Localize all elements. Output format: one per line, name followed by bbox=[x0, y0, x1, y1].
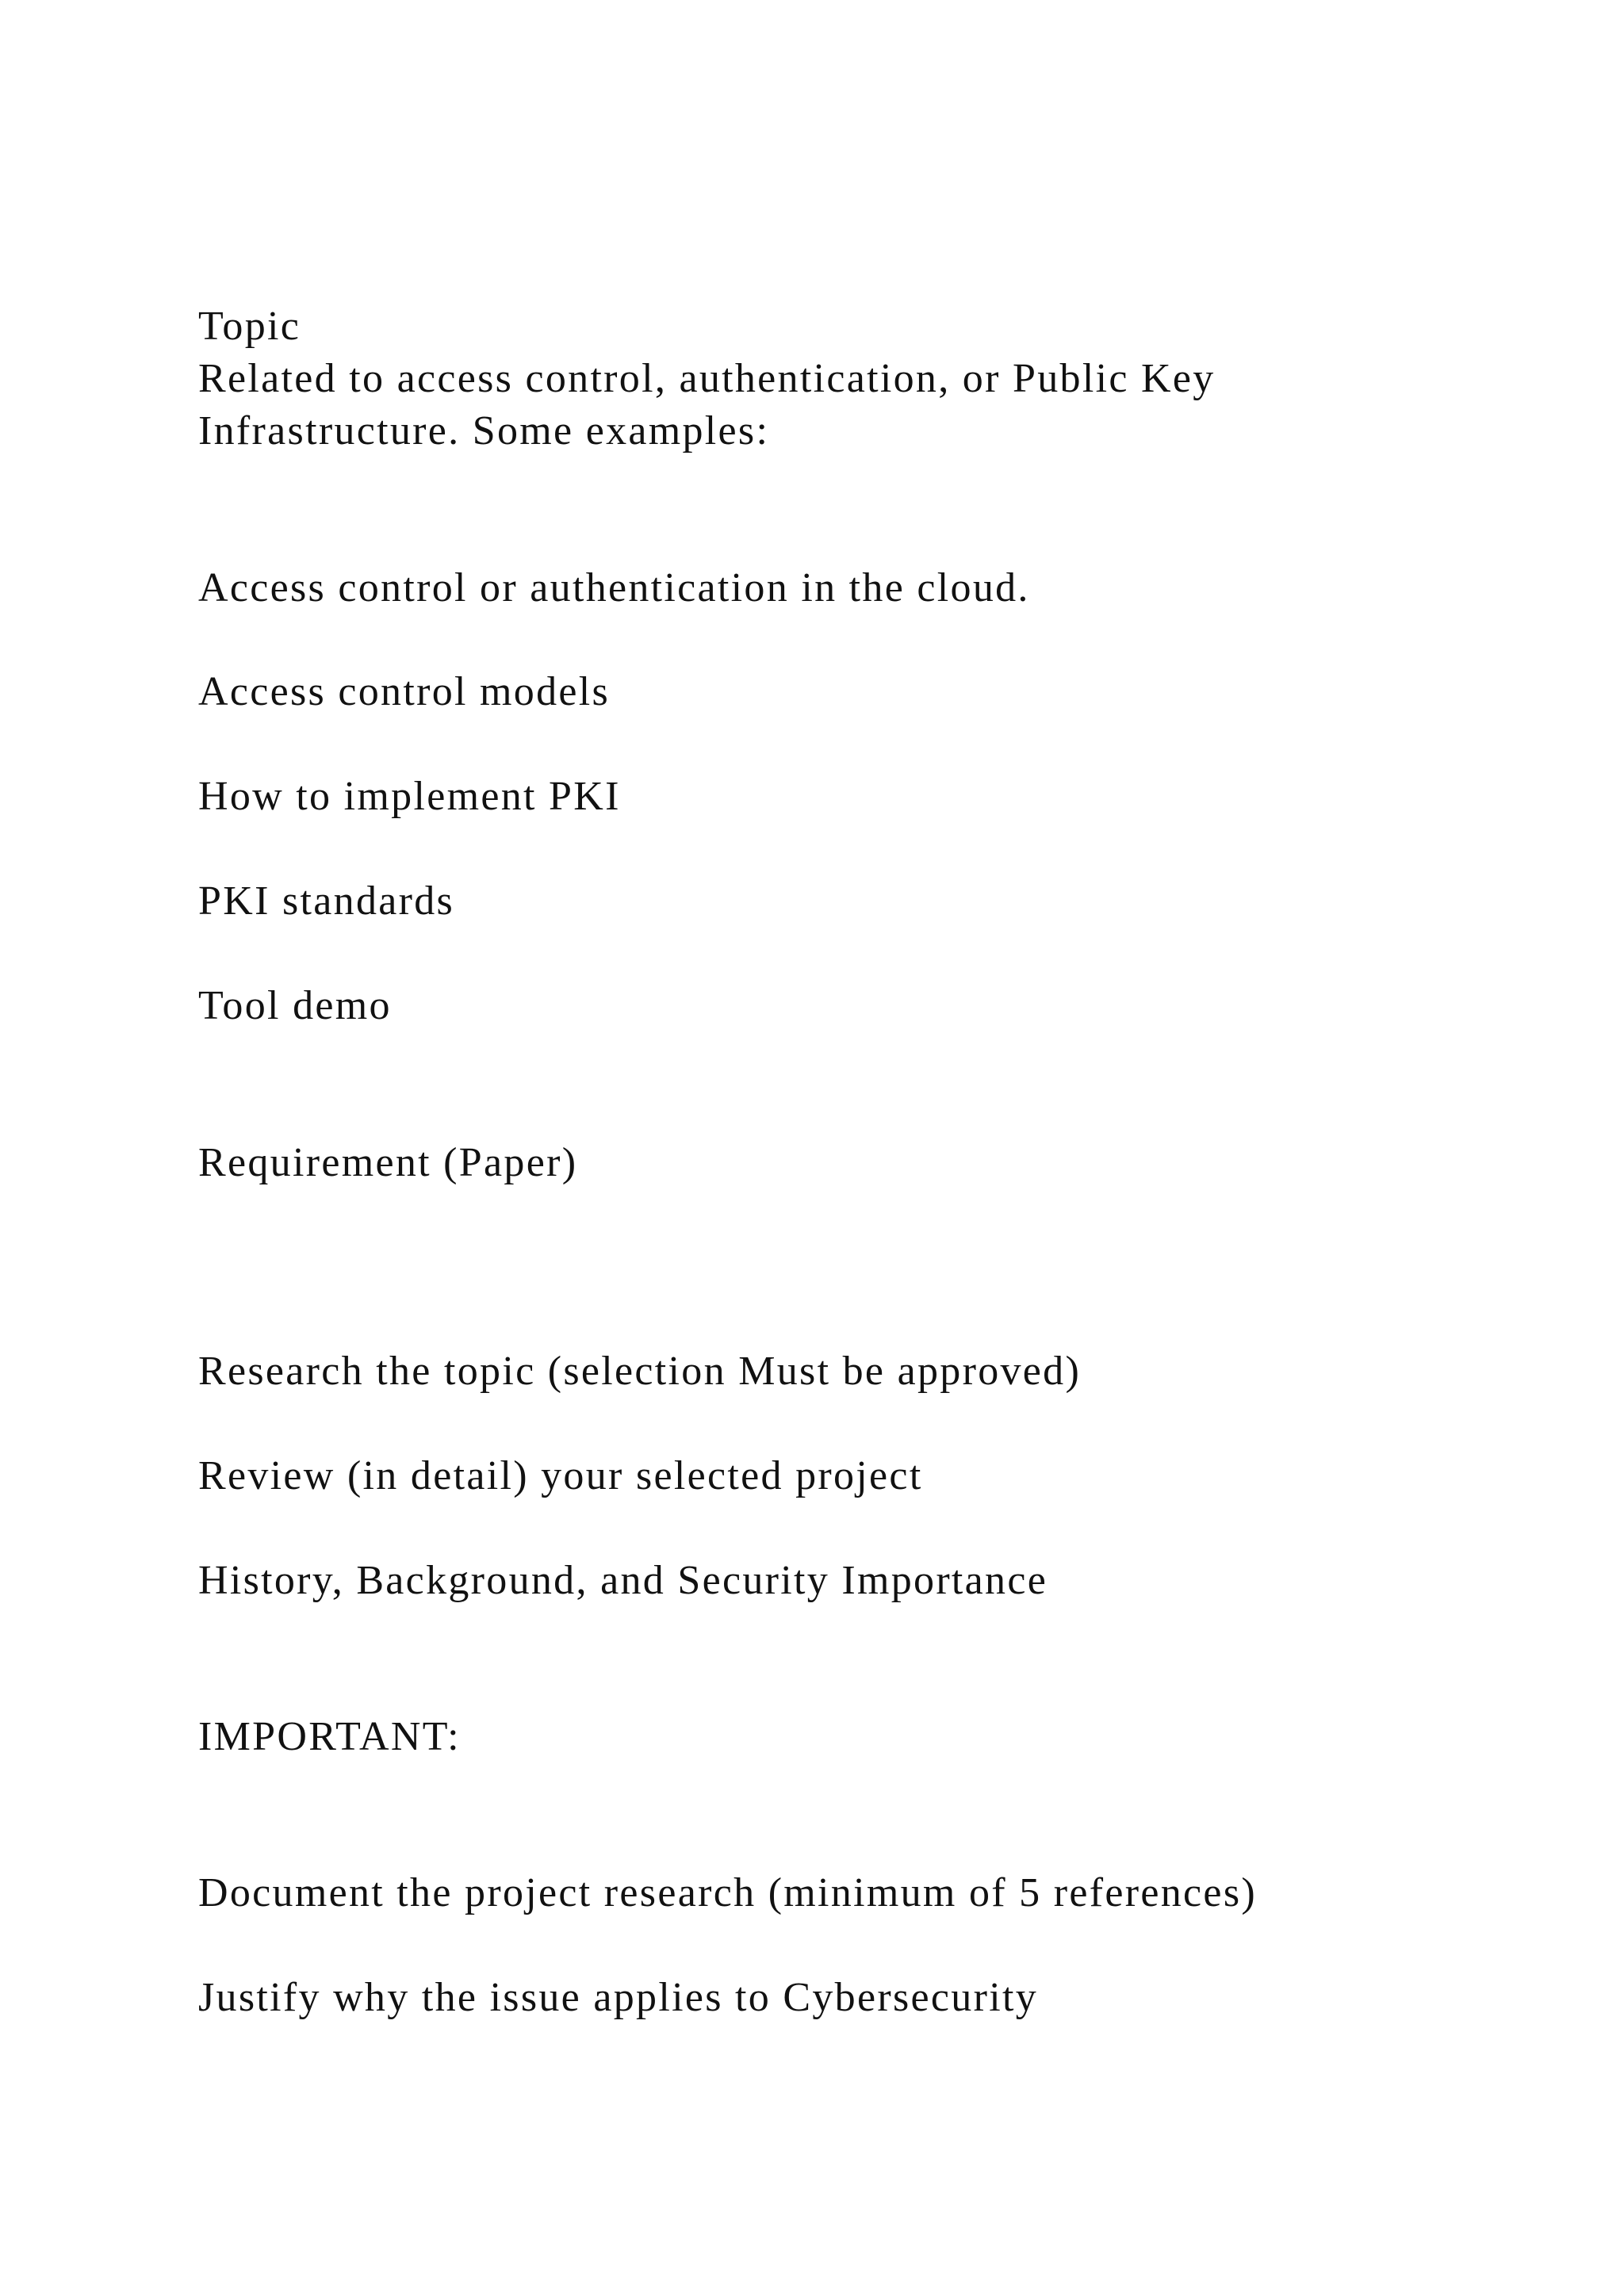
requirement-heading: Requirement (Paper) bbox=[198, 1140, 578, 1185]
requirement-item: History, Background, and Security Importance bbox=[198, 1558, 1048, 1603]
important-heading: IMPORTANT: bbox=[198, 1714, 461, 1759]
example-item: Access control or authentication in the cloud. bbox=[198, 565, 1030, 610]
example-item: Tool demo bbox=[198, 983, 392, 1028]
requirement-item: Review (in detail) your selected project bbox=[198, 1453, 923, 1498]
intro-line-2: Infrastructure. Some examples: bbox=[198, 408, 770, 453]
example-item: Access control models bbox=[198, 669, 611, 714]
requirement-item: Research the topic (selection Must be approved) bbox=[198, 1349, 1082, 1394]
topic-heading: Topic bbox=[198, 304, 301, 349]
example-item: PKI standards bbox=[198, 878, 455, 924]
important-item: Justify why the issue applies to Cybersecurity bbox=[198, 1975, 1038, 2020]
intro-line-1: Related to access control, authentication, or Public Key bbox=[198, 356, 1216, 401]
example-item: How to implement PKI bbox=[198, 774, 621, 819]
important-item: Document the project research (minimum of 5 references) bbox=[198, 1870, 1257, 1915]
